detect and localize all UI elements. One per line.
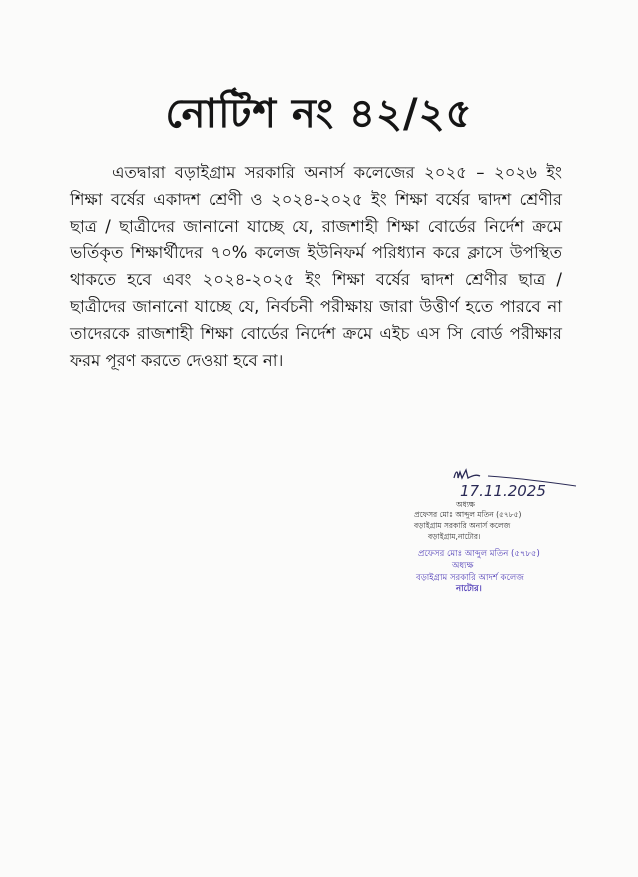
designation-label: অধ্যক্ষ <box>456 500 475 509</box>
seal-name: প্রফেসর মোঃ আব্দুল মতিন (৫৭৮৫) <box>418 549 540 559</box>
seal-designation: অধ্যক্ষ <box>452 561 474 571</box>
notice-body: এতদ্বারা বড়াইগ্রাম সরকারি অনার্স কলেজের ২০২৫ – ২০২৬ ইং শিক্ষা বর্ষের একাদশ শ্রেণী ও ২০২৪-২০২৫ ইং শিক্ষা বর্ষের দ্বাদশ শ্রেণীর ছাত্র / ছাত্রীদের জানানো যাচ্ছে যে, রাজশাহী শিক্ষা বোর্ডের নির্দেশ ক্রমে ভর্তিকৃত শিক্ষার্থীদের ৭০% কলেজ ইউনিফর্ম পরিধ্যান করে ক্লাসে উপস্থিত থাকতে হবে এবং ২০২৪-২০২৫ ইং শিক্ষা বর্ষের দ্বাদশ শ্রেণীর ছাত্র / ছাত্রীদের জানানো যাচ্ছে যে, নির্বচনী পরীক্ষায় জারা উত্তীর্ণ হতে পারবে না তাদেরকে রাজশাহী শিক্ষা বোর্ডের নির্দেশ ক্রমে এইচ এস সি বোর্ড পরীক্ষার ফরম পূরণ করতে দেওয়া হবে না। <box>70 163 562 370</box>
seal-college: বড়াইগ্রাম সরকারি আদর্শ কলেজ <box>416 573 524 583</box>
signature-block <box>400 462 580 602</box>
seal-location: নাটোর। <box>456 584 482 594</box>
notice-title: নোটিশ নং ৪২/২৫ <box>165 91 473 137</box>
stamp-name: প্রফেসর মোঃ আব্দুল মতিন (৫৭৮৫) <box>414 510 522 519</box>
stamp-college: বড়াইগ্রাম সরকারি অনার্স কলেজ <box>414 521 511 530</box>
stamp-location: বড়াইগ্রাম,নাটোর। <box>428 532 481 541</box>
signature-date: 17.11.2025 <box>460 482 546 500</box>
